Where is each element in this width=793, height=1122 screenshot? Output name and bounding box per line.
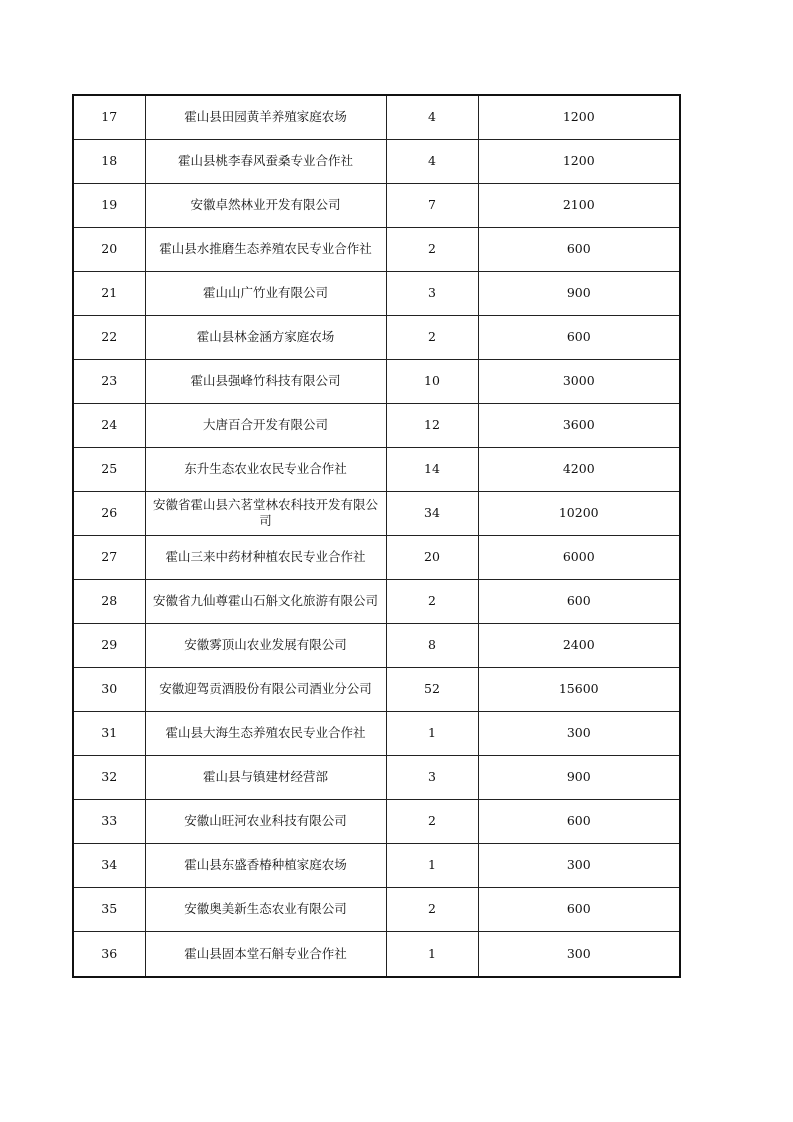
row-number-cell: 22 [73,315,145,359]
company-name-cell: 安徽奥美新生态农业有限公司 [145,887,386,931]
count-cell: 14 [386,447,478,491]
table-row [73,623,680,667]
count-cell: 3 [386,755,478,799]
row-number-cell: 21 [73,271,145,315]
company-name-cell: 安徽迎驾贡酒股份有限公司酒业分公司 [145,667,386,711]
company-name-cell: 霍山山广竹业有限公司 [145,271,386,315]
row-number-cell: 29 [73,623,145,667]
table-row [73,579,680,623]
amount-cell: 1200 [478,95,680,139]
row-number-cell: 25 [73,447,145,491]
amount-cell: 600 [478,315,680,359]
company-name-cell: 安徽雾顶山农业发展有限公司 [145,623,386,667]
count-cell: 4 [386,139,478,183]
row-number-cell: 26 [73,491,145,535]
table-row [73,535,680,579]
table-row [73,491,680,535]
company-name-cell: 安徽卓然林业开发有限公司 [145,183,386,227]
table-row [73,227,680,271]
amount-cell: 2100 [478,183,680,227]
company-name-cell: 安徽山旺河农业科技有限公司 [145,799,386,843]
amount-cell: 3000 [478,359,680,403]
table-row [73,755,680,799]
table-row [73,95,680,139]
table-row [73,271,680,315]
amount-cell: 6000 [478,535,680,579]
amount-cell: 600 [478,887,680,931]
count-cell: 2 [386,887,478,931]
company-name-cell: 大唐百合开发有限公司 [145,403,386,447]
amount-cell: 10200 [478,491,680,535]
company-name-cell: 东升生态农业农民专业合作社 [145,447,386,491]
count-cell: 20 [386,535,478,579]
company-name-cell: 霍山县水推磨生态养殖农民专业合作社 [145,227,386,271]
row-number-cell: 36 [73,931,145,977]
count-cell: 52 [386,667,478,711]
row-number-cell: 20 [73,227,145,271]
table-row [73,403,680,447]
table-body [73,95,680,977]
table-row [73,359,680,403]
company-name-cell: 霍山县强峰竹科技有限公司 [145,359,386,403]
company-name-cell: 霍山县桃李春风蚕桑专业合作社 [145,139,386,183]
row-number-cell: 30 [73,667,145,711]
amount-cell: 900 [478,755,680,799]
count-cell: 2 [386,579,478,623]
table-row [73,667,680,711]
amount-cell: 600 [478,227,680,271]
table-row [73,315,680,359]
table-row [73,711,680,755]
count-cell: 3 [386,271,478,315]
count-cell: 2 [386,227,478,271]
row-number-cell: 18 [73,139,145,183]
company-name-cell: 霍山三来中药材种植农民专业合作社 [145,535,386,579]
row-number-cell: 19 [73,183,145,227]
amount-cell: 300 [478,931,680,977]
amount-cell: 600 [478,579,680,623]
row-number-cell: 31 [73,711,145,755]
count-cell: 2 [386,315,478,359]
amount-cell: 600 [478,799,680,843]
count-cell: 8 [386,623,478,667]
count-cell: 1 [386,931,478,977]
company-name-cell: 安徽省霍山县六茗堂林农科技开发有限公司 [145,491,386,535]
count-cell: 1 [386,711,478,755]
amount-cell: 900 [478,271,680,315]
amount-cell: 3600 [478,403,680,447]
company-name-cell: 霍山县林金涵方家庭农场 [145,315,386,359]
company-name-cell: 霍山县东盛香椿种植家庭农场 [145,843,386,887]
row-number-cell: 34 [73,843,145,887]
amount-cell: 4200 [478,447,680,491]
count-cell: 4 [386,95,478,139]
table-row [73,447,680,491]
row-number-cell: 35 [73,887,145,931]
company-name-cell: 霍山县田园黄羊养殖家庭农场 [145,95,386,139]
company-name-cell: 霍山县与镇建材经营部 [145,755,386,799]
row-number-cell: 27 [73,535,145,579]
company-name-cell: 霍山县固本堂石斛专业合作社 [145,931,386,977]
table-row [73,183,680,227]
data-table-container [72,94,679,978]
table-row [73,887,680,931]
row-number-cell: 23 [73,359,145,403]
row-number-cell: 24 [73,403,145,447]
amount-cell: 300 [478,843,680,887]
company-name-cell: 安徽省九仙尊霍山石斛文化旅游有限公司 [145,579,386,623]
count-cell: 10 [386,359,478,403]
amount-cell: 15600 [478,667,680,711]
row-number-cell: 32 [73,755,145,799]
table-row [73,931,680,977]
amount-cell: 1200 [478,139,680,183]
count-cell: 7 [386,183,478,227]
table-row [73,139,680,183]
row-number-cell: 33 [73,799,145,843]
amount-cell: 2400 [478,623,680,667]
table-row [73,843,680,887]
count-cell: 34 [386,491,478,535]
count-cell: 1 [386,843,478,887]
count-cell: 2 [386,799,478,843]
company-name-cell: 霍山县大海生态养殖农民专业合作社 [145,711,386,755]
row-number-cell: 17 [73,95,145,139]
data-table [72,94,681,978]
count-cell: 12 [386,403,478,447]
row-number-cell: 28 [73,579,145,623]
amount-cell: 300 [478,711,680,755]
table-row [73,799,680,843]
